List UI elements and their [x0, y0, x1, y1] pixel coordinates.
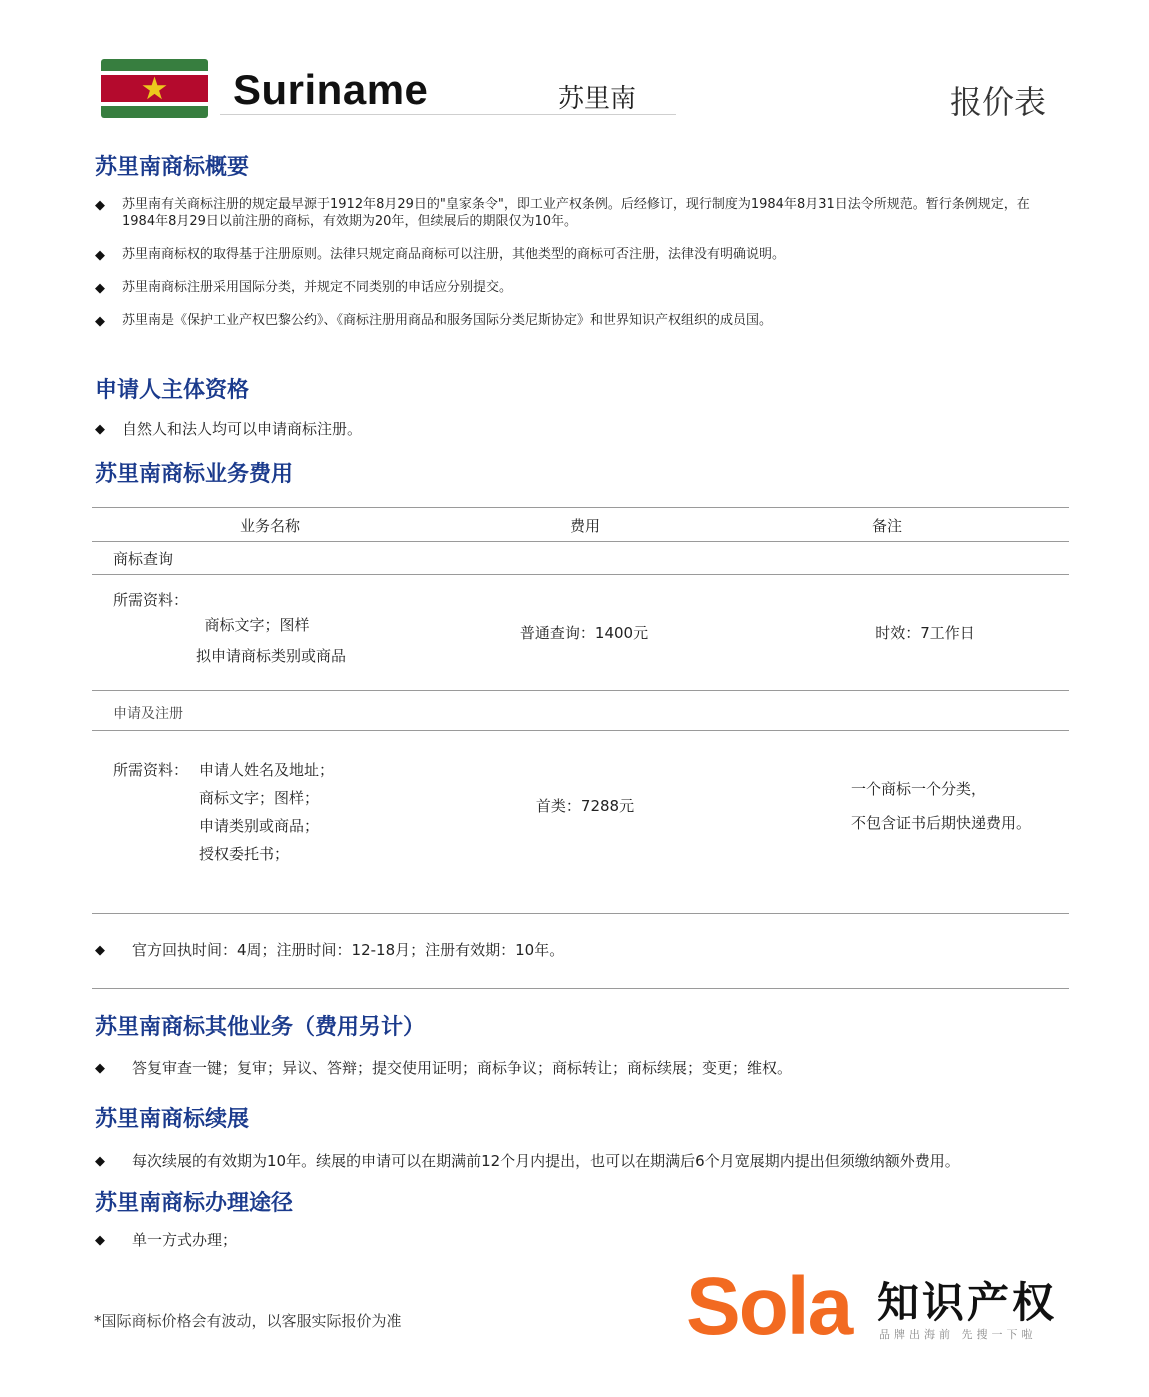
registration-note: 一个商标一个分类，	[851, 780, 987, 798]
table-bottom-border	[92, 913, 1069, 914]
column-header-service: 业务名称	[239, 517, 301, 535]
section-title-renewal: 苏里南商标续展	[95, 1107, 250, 1132]
logo-chinese-text: 知识产权	[877, 1278, 1058, 1327]
diamond-bullet-icon: ◆	[95, 248, 105, 263]
suriname-flag-icon	[101, 59, 208, 118]
material-item: 拟申请商标类别或商品	[195, 647, 347, 665]
search-fee: 普通查询：1400元	[519, 624, 649, 642]
material-item: 商标文字；图样	[204, 616, 310, 634]
section-title-eligibility: 申请人主体资格	[95, 378, 250, 403]
service-name-registration: 申请及注册	[113, 706, 183, 722]
section-title-other-services: 苏里南商标其他业务（费用另计）	[95, 1015, 426, 1040]
table-divider	[92, 690, 1069, 691]
registration-note: 不包含证书后期快递费用。	[851, 814, 1032, 832]
service-name-search: 商标查询	[113, 550, 174, 568]
table-top-border	[92, 507, 1069, 508]
materials-label: 所需资料：	[113, 761, 189, 779]
table-divider	[92, 574, 1069, 575]
table-divider	[92, 730, 1069, 731]
diamond-bullet-icon: ◆	[95, 1061, 105, 1076]
sola-logo: Sola	[686, 1261, 852, 1352]
diamond-bullet-icon: ◆	[95, 198, 105, 213]
column-header-note: 备注	[871, 517, 903, 535]
diamond-bullet-icon: ◆	[95, 1233, 105, 1248]
section-title-overview: 苏里南商标概要	[95, 155, 250, 180]
diamond-bullet-icon: ◆	[95, 943, 105, 958]
registration-fee: 首类：7288元	[535, 797, 635, 815]
header-divider	[220, 114, 676, 115]
country-name-english: Suriname	[233, 66, 429, 113]
materials-label: 所需资料：	[113, 591, 189, 609]
search-note: 时效：7工作日	[875, 624, 975, 642]
material-item: 申请人姓名及地址；	[199, 761, 335, 779]
material-item: 授权委托书；	[199, 845, 290, 863]
diamond-bullet-icon: ◆	[95, 1154, 105, 1169]
logo-slogan: 品牌出海前 先搜一下啦	[879, 1328, 1037, 1341]
material-item: 商标文字；图样；	[199, 789, 320, 807]
price-disclaimer: *国际商标价格会有波动，以客服实际报价为准	[94, 1312, 402, 1330]
material-item: 申请类别或商品；	[199, 817, 320, 835]
country-name-chinese: 苏里南	[558, 84, 637, 114]
table-divider	[92, 541, 1069, 542]
section-title-channel: 苏里南商标办理途径	[95, 1191, 294, 1216]
diamond-bullet-icon: ◆	[95, 422, 105, 437]
section-divider	[92, 988, 1069, 989]
document-type: 报价表	[950, 83, 1047, 121]
column-header-fee: 费用	[569, 517, 601, 535]
diamond-bullet-icon: ◆	[95, 314, 105, 329]
section-title-fees: 苏里南商标业务费用	[95, 462, 294, 487]
diamond-bullet-icon: ◆	[95, 281, 105, 296]
